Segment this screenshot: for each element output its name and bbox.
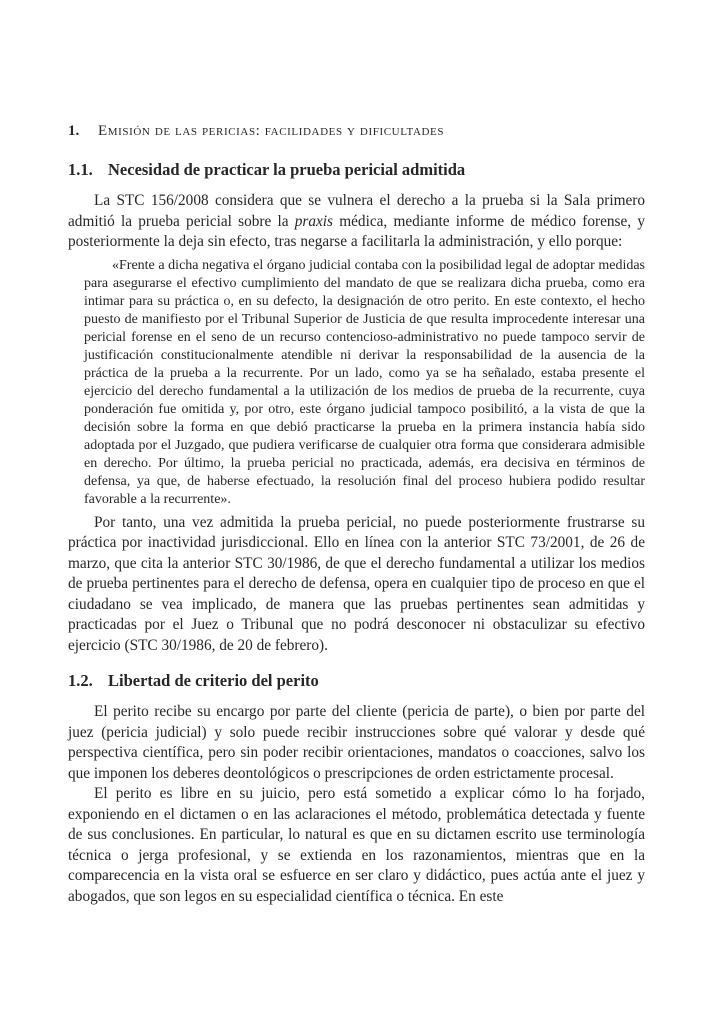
paragraph-3: El perito recibe su encargo por parte del cliente (pericia de parte), o bien por parte del juez (pericia judicial) y solo puede recibir instrucciones sobre qué valorar y desde qué perspectiva científica, pero sin poder recibir orientaciones, mandatos o coacciones, salvo los que imponen los deberes deontológicos o prescripciones de orden estrictamente procesal. xyxy=(68,703,645,782)
subsection-1-2-number: 1.2. xyxy=(68,671,93,690)
blockquote-stc-ruling: «Frente a dicha negativa el órgano judicial contaba con la posibilidad legal de adoptar medidas para asegurarse el efectivo cumplimiento del mandato de que se realizara dicha prueba, como era intimar para su práctica o, en su defecto, la designación de otro perito. En este contexto, el hecho puesto de manifiesto por el Tribunal Superior de Justicia de que resulta improcedente interesar una pericial forense en el seno de un recurso contencioso-administrativo no puede tampoco servir de justificación constitucionalmente atendible ni derivar la responsabilidad de la ausencia de la práctica de la prueba a la recurrente. Por un lado, como ya se ha señalado, estaba presente el ejercicio del derecho fundamental a la utilización de los medios de prueba de la recurrente, cuya ponderación fue omitida y, por otro, este órgano judicial tampoco posibilitó, a la vista de que la decisión sobre la forma en que debió practicarse la prueba en la primera instancia había sido adoptada por el Juzgado, que pudiera verificarse de cualquier otra forma que considerara admisible en derecho. Por último, la prueba pericial no practicada, además, era decisiva en términos de defensa, ya que, de haberse efectuado, la resolución final del proceso hubiera podido resultar favorable a la recurrente». xyxy=(84,257,645,507)
subsection-heading-1-2 xyxy=(68,670,645,691)
section-1-number: 1. xyxy=(68,123,80,139)
subsection-heading-1-1 xyxy=(68,159,645,180)
page-content xyxy=(68,122,645,907)
subsection-1-1-number: 1.1. xyxy=(68,160,93,179)
paragraph-2: Por tanto, una vez admitida la prueba pericial, no puede posteriormente frustrarse su práctica por inactividad jurisdiccional. Ello en línea con la anterior STC 73/2001, de 26 de marzo, que cita la anterior STC 30/1986, de que el derecho fundamental a utilizar los medios de prueba pertinentes para el derecho de defensa, opera en cualquier tipo de proceso en que el ciudadano se vea implicado, de manera que las pruebas pertinentes sean admitidas y practicadas por el Juez o Tribunal que no podrá desconocer ni obstaculizar su efectivo ejercicio (STC 30/1986, de 20 de febrero). xyxy=(68,513,645,654)
paragraph-1-text-continued: médica, mediante informe de médico forense, y posteriormente la deja sin efecto, tras negarse a facilitarla la administración, y ello porque: xyxy=(68,212,645,250)
section-1-title: Emisión de las pericias: facilidades y dificultades xyxy=(98,123,445,139)
subsection-1-2-title: Libertad de criterio del perito xyxy=(108,671,319,690)
subsection-1-1-title: Necesidad de practicar la prueba pericial admitida xyxy=(108,160,466,179)
section-heading-1 xyxy=(68,122,645,140)
paragraph-1-text: La STC 156/2008 considera que se vulnera el derecho a la prueba si la Sala primero admitió la prueba pericial sobre la xyxy=(68,192,645,230)
italic-term-praxis: praxis xyxy=(294,212,334,230)
paragraph-1 xyxy=(68,191,645,253)
paragraph-4: El perito es libre en su juicio, pero está sometido a explicar cómo lo ha forjado, exponiendo en el dictamen o en las aclaraciones el método, problemática detectada y fuente de sus conclusiones. En particular, lo natural es que en su dictamen escrito use terminología técnica o jerga profesional, y se extienda en los razonamientos, mientras que en la comparecencia en la vista oral se esfuerce en ser claro y didáctico, pues actúa ante el juez y abogados, que son legos en su especialidad científica o técnica. En este xyxy=(68,785,645,905)
